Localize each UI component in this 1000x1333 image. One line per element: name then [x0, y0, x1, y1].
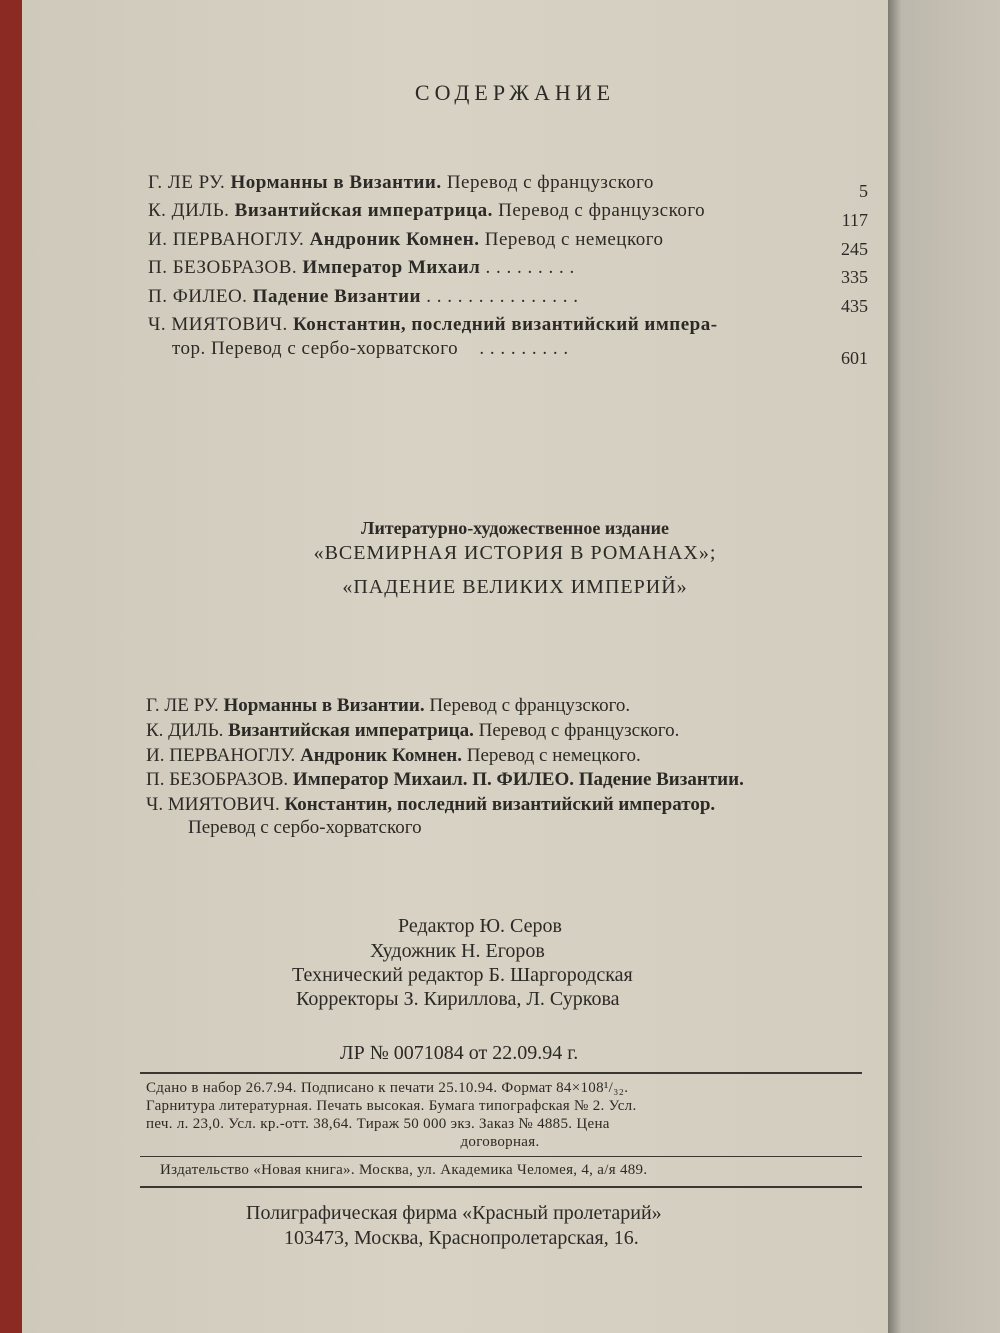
toc-entry-2: К. ДИЛЬ. Византийская императрица. Перевод с французского — [148, 200, 706, 221]
publisher-line: Издательство «Новая книга». Москва, ул. Академика Челомея, 4, а/я 489. — [160, 1162, 648, 1178]
toc-page-5: 435 — [841, 296, 868, 316]
toc-page-2: 117 — [841, 210, 868, 230]
imprint-bottom-rule — [140, 1186, 862, 1188]
toc-page-3: 245 — [841, 239, 868, 259]
credit-correctors: Корректоры З. Кириллова, Л. Суркова — [296, 988, 620, 1010]
annotation-line-5: Ч. МИЯТОВИЧ. Константин, последний византийский император. — [146, 794, 716, 815]
license-number: ЛР № 0071084 от 22.09.94 г. — [340, 1042, 579, 1064]
printer-name: Полиграфическая фирма «Красный пролетарий» — [246, 1202, 662, 1224]
credit-tech-editor: Технический редактор Б. Шаргородская — [292, 964, 633, 986]
imprint-line-3: печ. л. 23,0. Усл. кр.-отт. 38,64. Тираж 50 000 экз. Заказ № 4885. Цена — [146, 1116, 610, 1132]
imprint-top-rule — [140, 1072, 862, 1074]
imprint-line-1: Сдано в набор 26.7.94. Подписано к печати 25.10.94. Формат 84×108¹/₃₂. — [146, 1080, 629, 1096]
annotation-line-4: П. БЕЗОБРАЗОВ. Император Михаил. П. ФИЛЕО. Падение Византии. — [146, 769, 744, 790]
imprint-line-2: Гарнитура литературная. Печать высокая. Бумага типографская № 2. Усл. — [146, 1098, 637, 1114]
toc-page-6: 601 — [841, 348, 868, 368]
toc-entry-4: П. БЕЗОБРАЗОВ. Император Михаил . . . . . . . . . — [148, 257, 575, 278]
toc-entry-6: Ч. МИЯТОВИЧ. Константин, последний византийский импера- — [148, 314, 718, 335]
page-title: СОДЕРЖАНИЕ — [414, 80, 616, 105]
toc-page-4: 335 — [841, 267, 868, 287]
toc-entry-6-cont: тор. Перевод с сербо-хорватского . . . . . . . . . — [172, 338, 569, 359]
toc-page-1: 5 — [859, 181, 868, 201]
annotation-line-1: Г. ЛЕ РУ. Норманны в Византии. Перевод с французского. — [146, 695, 631, 716]
imprint-line-4: договорная. — [460, 1134, 540, 1150]
printer-address: 103473, Москва, Краснопролетарская, 16. — [284, 1227, 639, 1249]
imprint-mid-rule — [140, 1156, 862, 1157]
annotation-line-3: И. ПЕРВАНОГЛУ. Андроник Комнен. Перевод с немецкого. — [146, 745, 641, 766]
series-subtitle: «ПАДЕНИЕ ВЕЛИКИХ ИМПЕРИЙ» — [342, 576, 688, 598]
credit-artist: Художник Н. Егоров — [370, 940, 545, 962]
toc-entry-3: И. ПЕРВАНОГЛУ. Андроник Комнен. Перевод с немецкого — [148, 229, 664, 250]
toc-entry-1: Г. ЛЕ РУ. Норманны в Византии. Перевод с французского — [148, 172, 654, 193]
toc-entry-5: П. ФИЛЕО. Падение Византии . . . . . . . . . . . . . . . — [148, 286, 579, 307]
credit-editor: Редактор Ю. Серов — [398, 915, 562, 937]
annotation-line-2: К. ДИЛЬ. Византийская императрица. Перевод с французского. — [146, 720, 680, 741]
series-name: «ВСЕМИРНАЯ ИСТОРИЯ В РОМАНАХ»; — [313, 542, 717, 564]
annotation-line-5-cont: Перевод с сербо-хорватского — [188, 817, 422, 838]
edition-type: Литературно-художественное издание — [361, 518, 669, 538]
